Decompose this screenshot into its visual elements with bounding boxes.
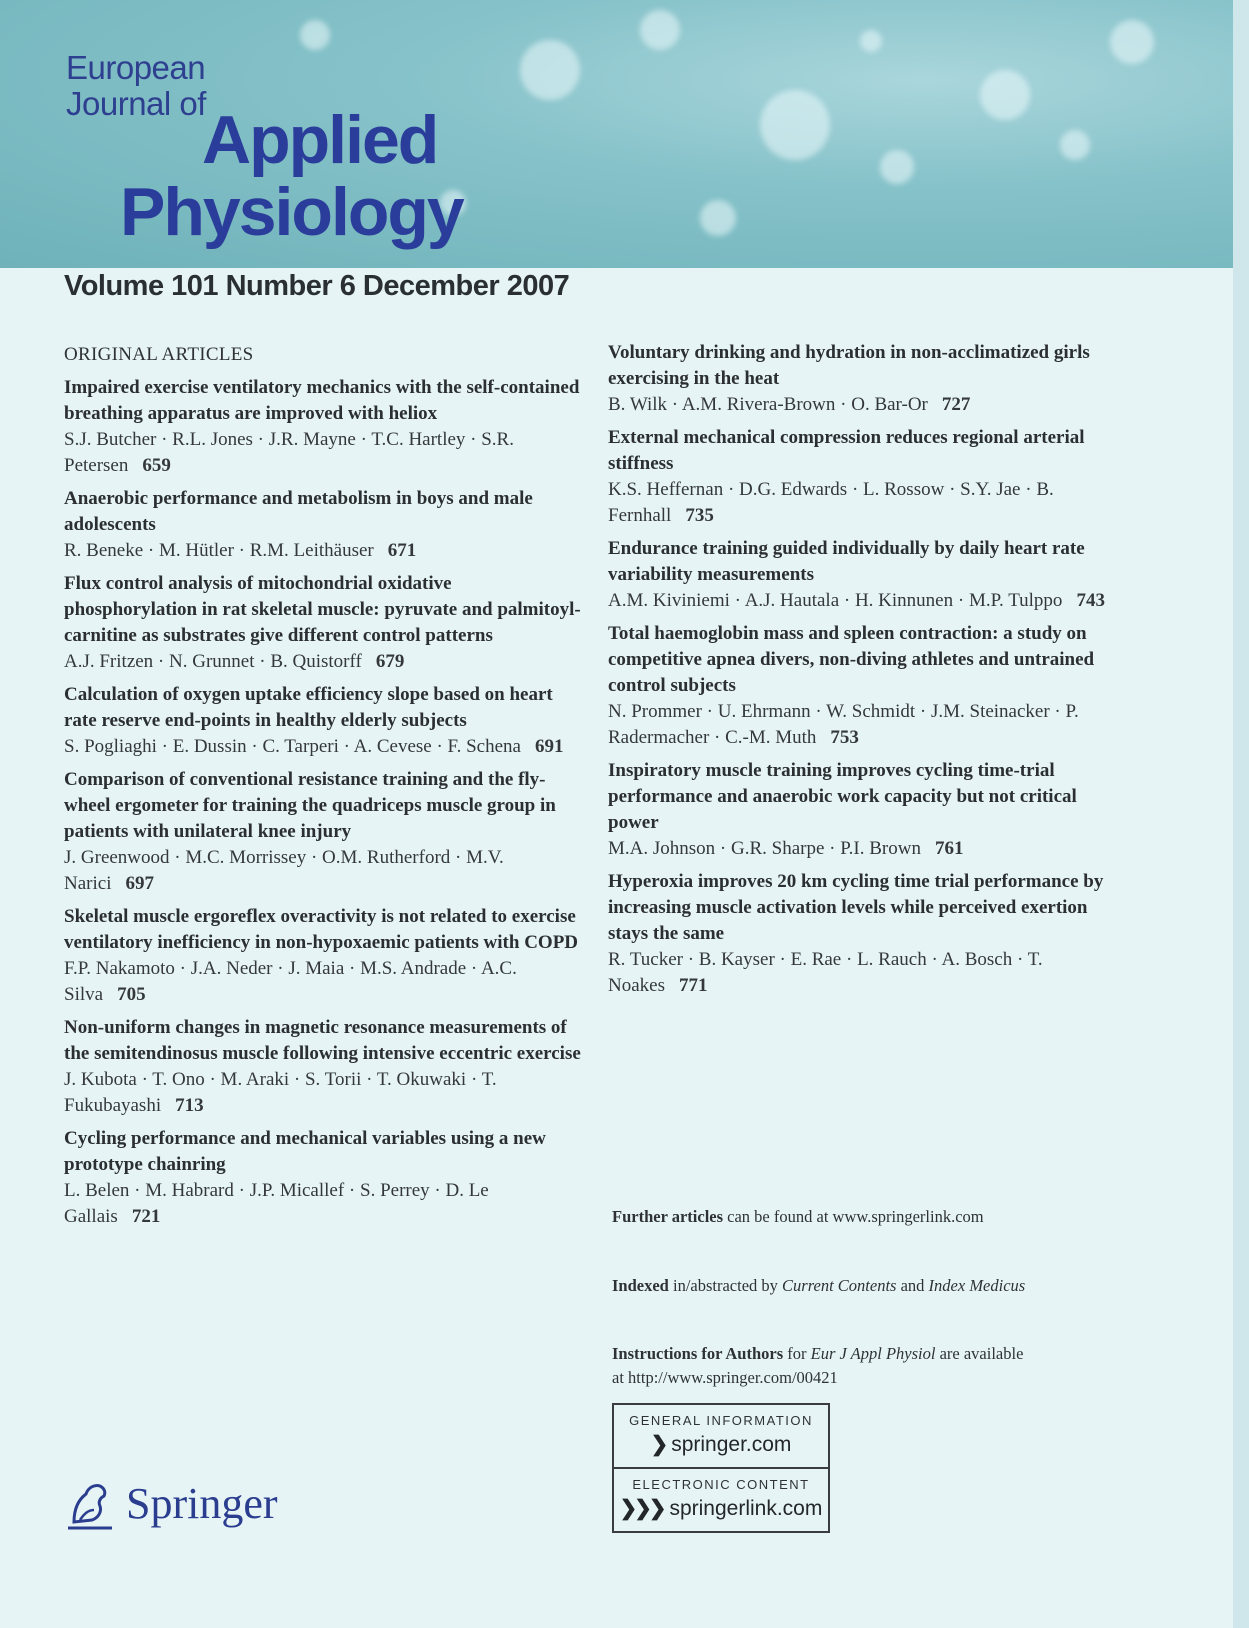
- article-page-number: 713: [175, 1095, 204, 1116]
- article-authors-line: [608, 477, 1118, 529]
- electronic-caption: ELECTRONIC CONTENT: [632, 1477, 810, 1492]
- instructions-bold: Instructions for Authors: [612, 1344, 784, 1363]
- article-entry[interactable]: [608, 758, 1118, 862]
- instructions-url[interactable]: at http://www.springer.com/00421: [612, 1368, 838, 1387]
- journal-title-line1: European: [66, 49, 206, 86]
- article-title: Comparison of conventional resistance training and the fly-wheel ergometer for training the quadriceps muscle group in patients with unilateral knee injury: [64, 769, 556, 842]
- further-text: can be found at www.springerlink.com: [723, 1207, 984, 1226]
- springer-info-box: [612, 1403, 830, 1533]
- article-authors: J. Kubota · T. Ono · M. Araki · S. Torii · T. Okuwaki · T. Fukubayashi: [64, 1069, 497, 1116]
- article-authors-line: [64, 649, 584, 675]
- article-authors: A.M. Kiviniemi · A.J. Hautala · H. Kinnunen · M.P. Tulppo: [608, 590, 1063, 611]
- article-title: Voluntary drinking and hydration in non-acclimatized girls exercising in the heat: [608, 342, 1090, 389]
- article-entry[interactable]: [64, 375, 584, 479]
- article-entry[interactable]: [64, 571, 584, 675]
- article-authors: R. Beneke · M. Hütler · R.M. Leithäuser: [64, 540, 374, 561]
- article-entry[interactable]: [608, 340, 1118, 418]
- article-authors-line: [608, 699, 1118, 751]
- article-title: Flux control analysis of mitochondrial oxidative phosphorylation in rat skeletal muscle: pyruvate and palmitoyl-carnitine as substrates give different control patterns: [64, 573, 581, 646]
- article-authors: L. Belen · M. Habrard · J.P. Micallef · S. Perrey · D. Le Gallais: [64, 1180, 489, 1227]
- indexed-text: in/abstracted by: [668, 1276, 783, 1295]
- article-page-number: 659: [142, 455, 171, 476]
- article-title: Impaired exercise ventilatory mechanics with the self-contained breathing apparatus are improved with heliox: [64, 377, 580, 424]
- issue-line: Volume 101 Number 6 December 2007: [64, 270, 570, 302]
- article-authors: S. Pogliaghi · E. Dussin · C. Tarperi · A. Cevese · F. Schena: [64, 736, 521, 757]
- article-entry[interactable]: [608, 425, 1118, 529]
- triple-chevron-icon: ❯❯❯: [619, 1497, 664, 1520]
- section-label: ORIGINAL ARTICLES: [64, 344, 254, 365]
- article-authors-line: [64, 538, 584, 564]
- general-information-cell[interactable]: [614, 1405, 828, 1467]
- springer-logo: [60, 1476, 340, 1546]
- article-authors-line: [64, 734, 584, 760]
- article-authors: M.A. Johnson · G.R. Sharpe · P.I. Brown: [608, 838, 921, 859]
- general-link-text: springer.com: [671, 1433, 792, 1456]
- article-page-number: 721: [131, 1206, 161, 1227]
- article-page-number: 679: [375, 651, 405, 672]
- instructions-rest: are available: [935, 1344, 1024, 1363]
- article-page-number: 735: [685, 505, 714, 526]
- article-page-number: 727: [941, 394, 971, 415]
- article-title: Calculation of oxygen uptake efficiency slope based on heart rate reserve end-points in healthy elderly subjects: [64, 684, 553, 731]
- article-title: Endurance training guided individually by daily heart rate variability measurements: [608, 538, 1085, 585]
- article-entry[interactable]: [64, 1015, 584, 1119]
- article-authors-line: [608, 836, 1118, 862]
- article-authors: B. Wilk · A.M. Rivera-Brown · O. Bar-Or: [608, 394, 928, 415]
- article-title: Anaerobic performance and metabolism in boys and male adolescents: [64, 488, 533, 535]
- springerlink-com-link[interactable]: [614, 1496, 828, 1521]
- article-title: Total haemoglobin mass and spleen contraction: a study on competitive apnea divers, non-diving athletes and untrained control subjects: [608, 623, 1095, 696]
- article-page-number: 761: [934, 838, 964, 859]
- page-edge: [1233, 0, 1249, 1628]
- article-authors: R. Tucker · B. Kayser · E. Rae · L. Rauch · A. Bosch · T. Noakes: [608, 949, 1043, 996]
- article-list-left: [64, 375, 584, 1230]
- journal-title-line2: Journal of: [66, 85, 206, 122]
- article-authors: S.J. Butcher · R.L. Jones · J.R. Mayne · T.C. Hartley · S.R. Petersen: [64, 429, 514, 476]
- article-title: Non-uniform changes in magnetic resonance measurements of the semitendinosus muscle following intensive eccentric exercise: [64, 1017, 581, 1064]
- article-page-number: 671: [387, 540, 417, 561]
- contents-right-column: [608, 340, 1118, 1006]
- article-entry[interactable]: [64, 904, 584, 1008]
- springer-horse-icon: [60, 1476, 120, 1536]
- journal-abbrev: Eur J Appl Physiol: [810, 1344, 936, 1363]
- article-title: Inspiratory muscle training improves cycling time-trial performance and anaerobic work capacity but not critical power: [608, 760, 1077, 833]
- article-page-number: 697: [125, 873, 154, 894]
- article-authors-line: [608, 588, 1118, 614]
- article-title: Skeletal muscle ergoreflex overactivity is not related to exercise ventilatory inefficiency in non-hypoxaemic patients with COPD: [64, 906, 579, 953]
- springer-com-link[interactable]: [614, 1432, 828, 1457]
- indexed-note: [612, 1274, 1132, 1298]
- article-title: External mechanical compression reduces regional arterial stiffness: [608, 427, 1085, 474]
- article-list-right: [608, 340, 1118, 999]
- article-page-number: 753: [830, 727, 859, 748]
- article-authors: N. Prommer · U. Ehrmann · W. Schmidt · J.M. Steinacker · P. Radermacher · C.-M. Muth: [608, 701, 1079, 748]
- instructions-note: [612, 1342, 1132, 1390]
- article-authors: A.J. Fritzen · N. Grunnet · B. Quistorff: [64, 651, 362, 672]
- article-authors-line: [64, 1067, 584, 1119]
- general-caption: GENERAL INFORMATION: [629, 1413, 813, 1428]
- index-medicus: Index Medicus: [928, 1276, 1026, 1295]
- article-authors-line: [64, 427, 584, 479]
- article-page-number: 705: [117, 984, 146, 1005]
- article-entry[interactable]: [608, 536, 1118, 614]
- article-authors-line: [64, 1178, 584, 1230]
- publisher-name: Springer: [126, 1479, 278, 1528]
- article-entry[interactable]: [64, 682, 584, 760]
- indexed-bold: Indexed: [612, 1276, 669, 1295]
- article-authors-line: [608, 392, 1118, 418]
- article-entry[interactable]: [608, 621, 1118, 751]
- electronic-content-cell[interactable]: [614, 1467, 828, 1531]
- article-entry[interactable]: [64, 1126, 584, 1230]
- article-authors: J. Greenwood · M.C. Morrissey · O.M. Rutherford · M.V. Narici: [64, 847, 504, 894]
- contents-left-column: [64, 344, 584, 1237]
- article-title: Cycling performance and mechanical variables using a new prototype chainring: [64, 1128, 546, 1175]
- journal-title-line3: Applied: [202, 102, 438, 178]
- article-page-number: 771: [678, 975, 708, 996]
- article-page-number: 691: [534, 736, 564, 757]
- article-title: Hyperoxia improves 20 km cycling time trial performance by increasing muscle activation levels while perceived exertion stays the same: [608, 871, 1104, 944]
- article-page-number: 743: [1076, 590, 1105, 611]
- article-entry[interactable]: [64, 486, 584, 564]
- further-bold: Further articles: [612, 1207, 724, 1226]
- article-authors-line: [64, 956, 584, 1008]
- instructions-for: for: [783, 1344, 811, 1363]
- article-authors: K.S. Heffernan · D.G. Edwards · L. Rossow · S.Y. Jae · B. Fernhall: [608, 479, 1054, 526]
- article-entry[interactable]: [64, 767, 584, 897]
- indexed-and: and: [896, 1276, 929, 1295]
- current-contents: Current Contents: [782, 1276, 897, 1295]
- article-entry[interactable]: [608, 869, 1118, 999]
- electronic-link-text: springerlink.com: [669, 1497, 823, 1520]
- article-authors: F.P. Nakamoto · J.A. Neder · J. Maia · M.S. Andrade · A.C. Silva: [64, 958, 517, 1005]
- article-authors-line: [64, 845, 584, 897]
- further-articles-note: [612, 1205, 1132, 1229]
- article-authors-line: [608, 947, 1118, 999]
- journal-title-line4: Physiology: [120, 174, 463, 250]
- chevron-right-icon: ❯: [650, 1433, 666, 1456]
